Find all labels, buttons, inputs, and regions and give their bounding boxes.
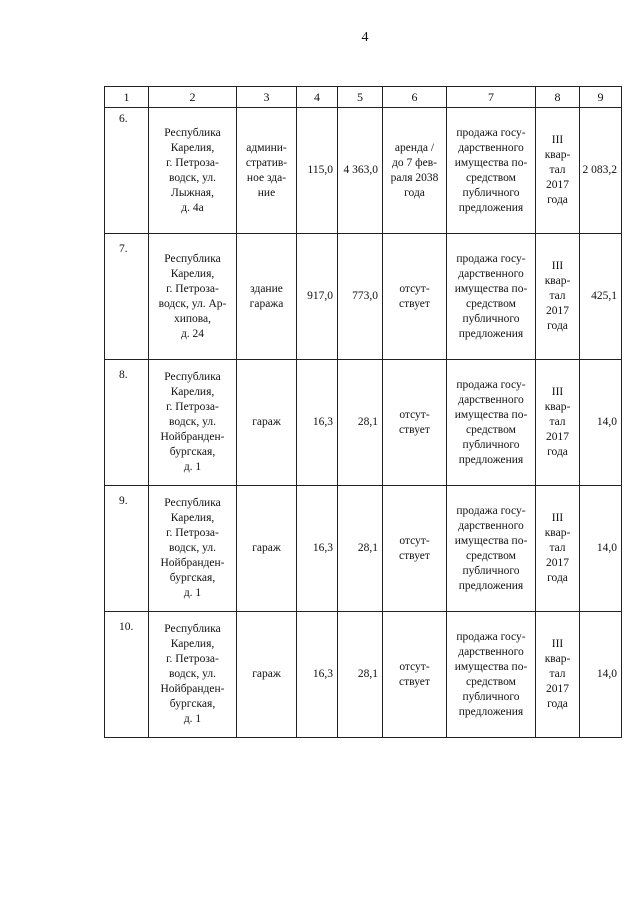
encumbrance-cell: отсут- ствует <box>383 234 447 360</box>
sale-method-cell: продажа госу- дарственного имущества по- средством публичного предложения <box>447 486 536 612</box>
address-cell: Республика Карелия, г. Петроза- водск, ул. Нойбранден- бургская, д. 1 <box>149 486 237 612</box>
table-row <box>105 360 622 486</box>
price-cell: 2 083,2 <box>580 108 622 234</box>
property-type-cell: гараж <box>237 612 297 738</box>
address-cell: Республика Карелия, г. Петроза- водск, ул. Нойбранден- бургская, д. 1 <box>149 612 237 738</box>
area-cell: 16,3 <box>297 486 338 612</box>
value-cell: 773,0 <box>338 234 383 360</box>
table-row <box>105 486 622 612</box>
header-cell-8: 8 <box>536 87 580 108</box>
row-number: 10. <box>105 612 149 738</box>
area-cell: 16,3 <box>297 360 338 486</box>
encumbrance-cell: отсут- ствует <box>383 360 447 486</box>
header-cell-3: 3 <box>237 87 297 108</box>
sale-method-cell: продажа госу- дарственного имущества по- средством публичного предложения <box>447 108 536 234</box>
page-number: 4 <box>361 30 369 45</box>
sale-method-cell: продажа госу- дарственного имущества по- средством публичного предложения <box>447 360 536 486</box>
encumbrance-cell: отсут- ствует <box>383 486 447 612</box>
row-number: 6. <box>105 108 149 234</box>
sale-method-cell: продажа госу- дарственного имущества по- средством публичного предложения <box>447 612 536 738</box>
sale-method-cell: продажа госу- дарственного имущества по- средством публичного предложения <box>447 234 536 360</box>
header-cell-1: 1 <box>105 87 149 108</box>
header-cell-6: 6 <box>383 87 447 108</box>
header-cell-2: 2 <box>149 87 237 108</box>
row-number: 9. <box>105 486 149 612</box>
header-cell-4: 4 <box>297 87 338 108</box>
price-cell: 425,1 <box>580 234 622 360</box>
term-cell: III квар- тал 2017 года <box>536 612 580 738</box>
property-type-cell: админи- стратив- ное зда- ние <box>237 108 297 234</box>
price-cell: 14,0 <box>580 612 622 738</box>
price-cell: 14,0 <box>580 360 622 486</box>
property-table <box>104 86 622 738</box>
term-cell: III квар- тал 2017 года <box>536 108 580 234</box>
property-type-cell: гараж <box>237 360 297 486</box>
header-cell-9: 9 <box>580 87 622 108</box>
area-cell: 917,0 <box>297 234 338 360</box>
table-row <box>105 234 622 360</box>
term-cell: III квар- тал 2017 года <box>536 486 580 612</box>
header-row <box>105 87 622 108</box>
value-cell: 28,1 <box>338 612 383 738</box>
price-cell: 14,0 <box>580 486 622 612</box>
value-cell: 28,1 <box>338 486 383 612</box>
row-number: 8. <box>105 360 149 486</box>
header-cell-5: 5 <box>338 87 383 108</box>
header-cell-7: 7 <box>447 87 536 108</box>
address-cell: Республика Карелия, г. Петроза- водск, ул. Лыжная, д. 4а <box>149 108 237 234</box>
area-cell: 16,3 <box>297 612 338 738</box>
address-cell: Республика Карелия, г. Петроза- водск, ул. Ар- хипова, д. 24 <box>149 234 237 360</box>
term-cell: III квар- тал 2017 года <box>536 234 580 360</box>
property-type-cell: здание гаража <box>237 234 297 360</box>
value-cell: 4 363,0 <box>338 108 383 234</box>
address-cell: Республика Карелия, г. Петроза- водск, ул. Нойбранден- бургская, д. 1 <box>149 360 237 486</box>
row-number: 7. <box>105 234 149 360</box>
encumbrance-cell: отсут- ствует <box>383 612 447 738</box>
value-cell: 28,1 <box>338 360 383 486</box>
area-cell: 115,0 <box>297 108 338 234</box>
table-row <box>105 108 622 234</box>
term-cell: III квар- тал 2017 года <box>536 360 580 486</box>
encumbrance-cell: аренда / до 7 фев- раля 2038 года <box>383 108 447 234</box>
table-row <box>105 612 622 738</box>
property-type-cell: гараж <box>237 486 297 612</box>
